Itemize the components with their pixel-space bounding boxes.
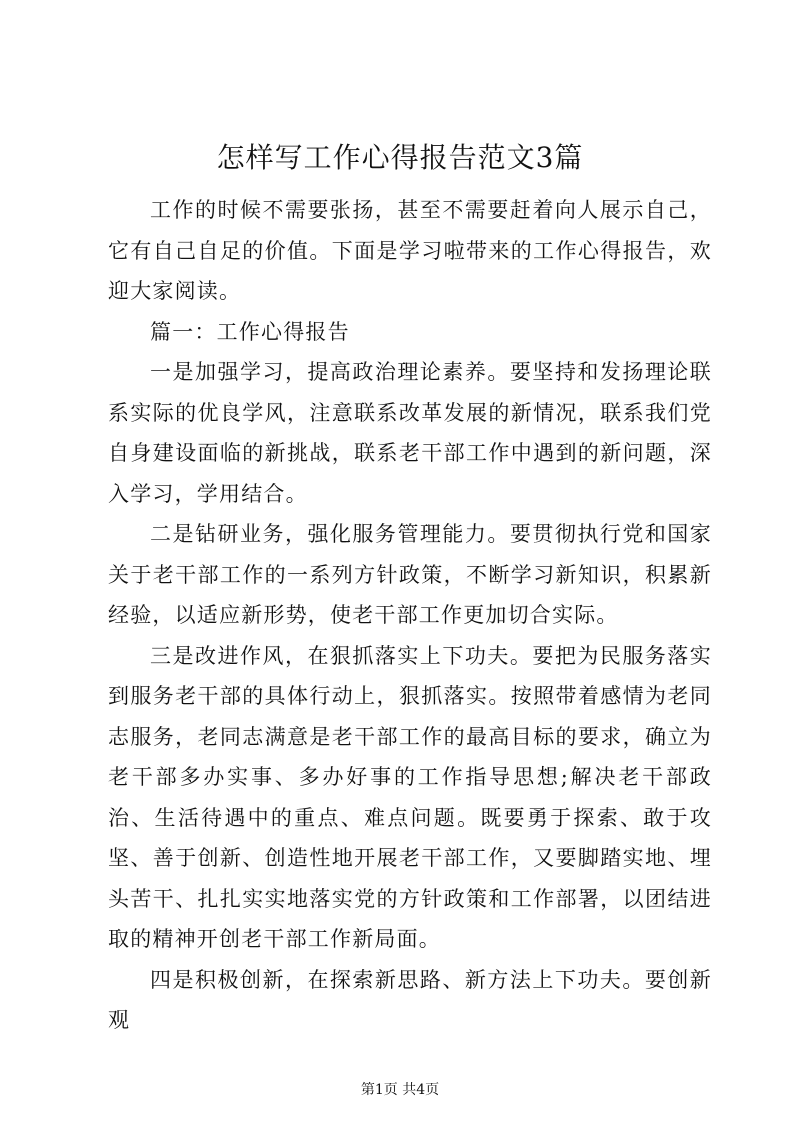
document-title: 怎样写工作心得报告范文3篇 xyxy=(216,141,584,174)
document-body xyxy=(108,190,712,1041)
section-heading: 篇一：工作心得报告 xyxy=(150,319,350,344)
paragraph-intro: 工作的时候不需要张扬，甚至不需要赶着向人展示自己，它有自己自足的价值。下面是学习啦带来的工作心得报告，欢迎大家阅读。 xyxy=(108,198,712,303)
paragraph-point-four: 四是积极创新，在探索新思路、新方法上下功夫。要创新观 xyxy=(108,967,712,1032)
paragraph-point-three: 三是改进作风，在狠抓落实上下功夫。要把为民服务落实到服务老干部的具体行动上，狠抓落实。按照带着感情为老同志服务，老同志满意是老干部工作的最高目标的要求，确立为老干部多办实事、多办好事的工作指导思想;解决老干部政治、生活待遇中的重点、难点问题。既要勇于探索、敢于攻坚、善于创新、创造性地开展老干部工作，又要脚踏实地、埋头苦干、扎扎实实地落实党的方针政策和工作部署，以团结进取的精神开创老干部工作新局面。 xyxy=(108,643,712,951)
paragraph-point-one: 一是加强学习，提高政治理论素养。要坚持和发扬理论联系实际的优良学风，注意联系改革发展的新情况，联系我们党自身建设面临的新挑战，联系老干部工作中遇到的新问题，深入学习，学用结合。 xyxy=(108,360,712,506)
page-footer: 第1页 共4页 xyxy=(360,1082,440,1098)
paragraph-point-two: 二是钻研业务，强化服务管理能力。要贯彻执行党和国家关于老干部工作的一系列方针政策，不断学习新知识，积累新经验，以适应新形势，使老干部工作更加切合实际。 xyxy=(108,522,712,627)
